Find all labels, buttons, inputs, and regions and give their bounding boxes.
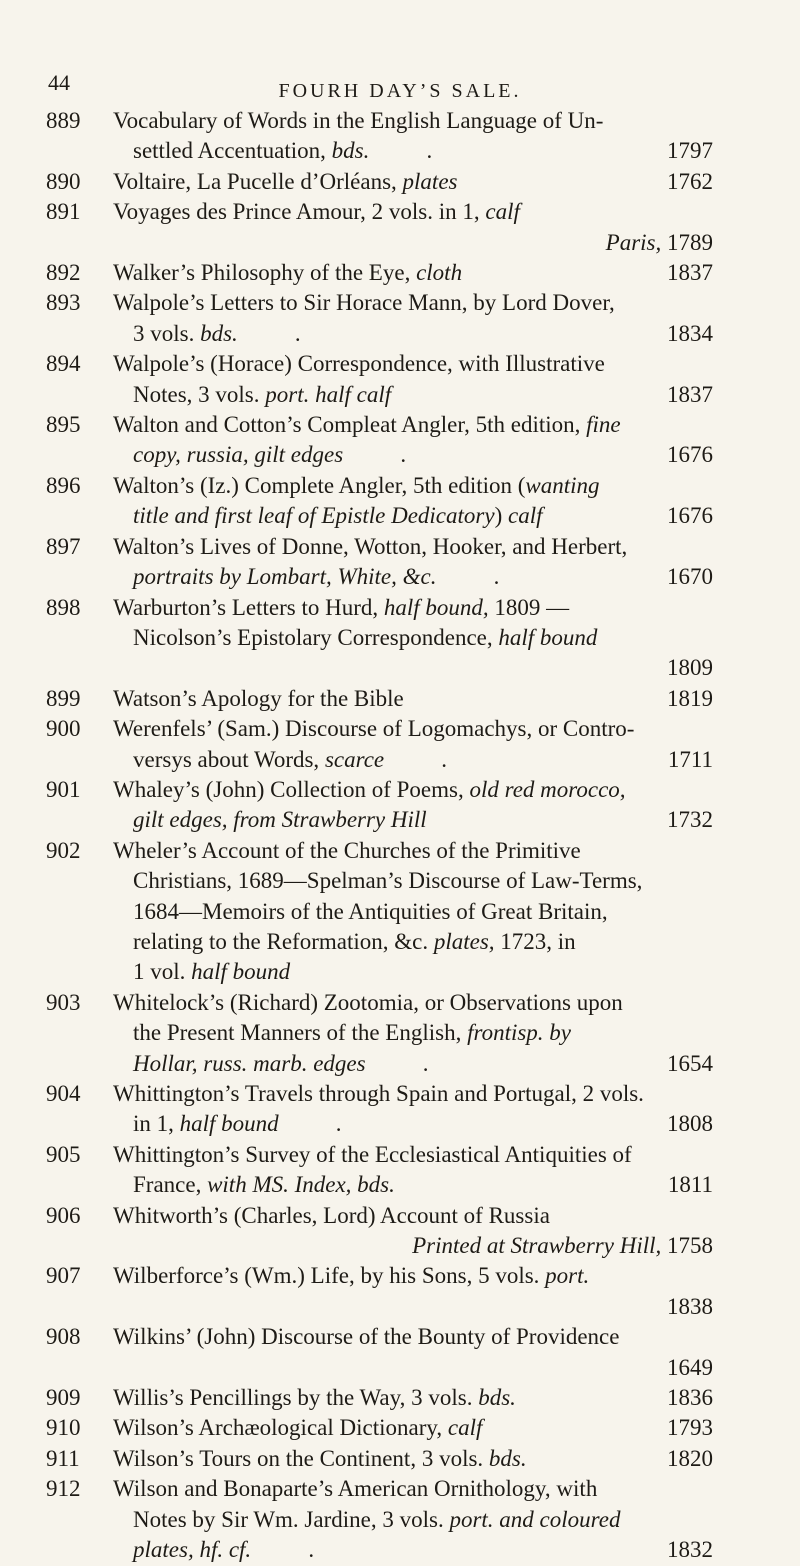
- lot-number: 906: [46, 1202, 81, 1228]
- lot-text: Walton’s Lives of Donne, Wotton, Hooker, and Herbert,: [113, 533, 628, 559]
- lot-number: 890: [46, 168, 81, 194]
- lot-line: [113, 1353, 713, 1383]
- lot-line: [113, 380, 713, 410]
- lot-entry: [0, 258, 713, 288]
- lot-number: 901: [46, 776, 81, 802]
- lot-number: 889: [46, 108, 81, 133]
- lot-text: Wilson’s Archæological Dictionary,: [113, 1415, 448, 1441]
- lot-number: 897: [46, 533, 81, 559]
- lot-text: Willis’s Pencillings by the Way, 3 vols.: [113, 1385, 479, 1411]
- lot-number: 896: [46, 472, 81, 498]
- lot-binding-note: plates, hf. cf.: [133, 1537, 252, 1563]
- lot-year: 1811: [667, 1172, 713, 1198]
- lot-line: [113, 1322, 713, 1352]
- lot-binding-note: Paris,: [605, 229, 662, 255]
- lot-text: 1684—Memoirs of the Antiquities of Great Britain,: [133, 898, 608, 924]
- lot-year: 1820: [667, 1445, 713, 1471]
- leader-dot: .: [335, 1111, 342, 1137]
- lot-line: [113, 532, 713, 562]
- lot-entry: [0, 1444, 713, 1474]
- lot-binding-note: with MS. Index, bds.: [207, 1172, 395, 1198]
- lot-text: Voltaire, La Pucelle d’Orléans,: [113, 168, 403, 194]
- lot-text: settled Accentuation,: [133, 138, 332, 164]
- lot-number: 893: [46, 290, 81, 316]
- leader-dot: .: [441, 746, 447, 772]
- lot-line: [113, 1079, 713, 1109]
- lot-text: 3 vols.: [133, 320, 201, 346]
- lot-number: 912: [46, 1476, 81, 1502]
- lot-number: 905: [46, 1141, 81, 1167]
- lot-number: 902: [46, 837, 81, 863]
- lot-number: 892: [46, 260, 81, 286]
- lot-text: 1 vol.: [133, 959, 192, 985]
- lot-binding-note: calf: [447, 1415, 483, 1441]
- lot-entry: [0, 167, 713, 197]
- lot-text: France,: [133, 1172, 208, 1198]
- lot-binding-note: port.: [545, 1263, 590, 1289]
- lot-year: 1711: [667, 746, 713, 772]
- lot-number: 895: [46, 412, 81, 438]
- lot-year: 1832: [667, 1537, 713, 1563]
- lot-year: 1837: [667, 260, 713, 286]
- lot-binding-note: fine: [586, 412, 621, 438]
- lot-binding-note: calf: [485, 199, 520, 225]
- lot-binding-note: old red morocco,: [469, 776, 626, 802]
- lot-number: 894: [46, 351, 81, 377]
- lot-entry: [0, 1140, 713, 1201]
- lot-entry: [0, 106, 713, 167]
- leader-dot: .: [426, 138, 433, 164]
- lot-line: [113, 1535, 713, 1565]
- lot-text: Whaley’s (John) Collection of Poems,: [113, 776, 470, 802]
- lot-binding-note: wanting: [525, 472, 600, 498]
- leader-dot: .: [294, 320, 301, 346]
- lot-binding-note: calf: [508, 503, 543, 529]
- lot-text: relating to the Reformation, &c.: [133, 928, 434, 954]
- lot-binding-note: scarce: [324, 746, 385, 772]
- lot-year: 1837: [667, 381, 713, 407]
- lot-line: [113, 167, 713, 197]
- lot-year: 1676: [667, 442, 713, 468]
- lot-text: the Present Manners of the English,: [133, 1020, 468, 1046]
- lot-line: [113, 1049, 713, 1079]
- page-number: 44: [48, 70, 70, 95]
- lot-line: [113, 805, 713, 835]
- lot-entry: [0, 471, 713, 532]
- lot-entry: [0, 410, 713, 471]
- lot-entry: [0, 1261, 713, 1322]
- lot-text: 1723, in: [494, 928, 576, 954]
- lot-binding-note: bds.: [478, 1385, 516, 1411]
- lot-line: [113, 197, 713, 227]
- lot-number: 900: [46, 716, 81, 742]
- lot-line: [113, 653, 713, 683]
- lot-line: [113, 745, 713, 775]
- lot-line: [113, 593, 713, 623]
- lot-text: Notes by Sir Wm. Jardine, 3 vols.: [133, 1506, 450, 1532]
- lot-year: 1762: [667, 168, 713, 194]
- lot-text: ): [494, 503, 508, 529]
- lot-number: 903: [46, 989, 81, 1015]
- lot-number: 908: [46, 1324, 81, 1350]
- lot-text: Walton and Cotton’s Compleat Angler, 5th edition,: [113, 412, 587, 438]
- lot-line: [113, 562, 713, 592]
- lot-number: 898: [46, 594, 81, 620]
- lot-text: Voyages des Prince Amour, 2 vols. in 1,: [113, 199, 486, 225]
- lot-year: 1670: [667, 564, 713, 590]
- lot-text: 1838: [667, 1293, 713, 1319]
- lot-entry: [0, 1079, 713, 1140]
- lot-entry: [0, 1413, 713, 1443]
- lot-line: [113, 136, 713, 166]
- leader-dot: .: [400, 442, 407, 468]
- lot-binding-note: gilt edges, from Strawberry Hill: [133, 807, 427, 833]
- lot-line: [113, 1474, 713, 1504]
- leader-dot: .: [308, 1537, 315, 1563]
- lot-text: Christians, 1689—Spelman’s Discourse of Law-Terms,: [133, 868, 643, 894]
- lot-line: [113, 501, 713, 531]
- lot-entry: [0, 714, 713, 775]
- lot-text: Warburton’s Letters to Hurd,: [113, 594, 384, 620]
- lot-binding-note: plates,: [433, 928, 495, 954]
- lot-line: [113, 319, 713, 349]
- lot-number: 909: [46, 1385, 81, 1411]
- lot-line: [113, 1261, 713, 1291]
- lot-line: [113, 471, 713, 501]
- lot-line: [113, 836, 713, 866]
- lot-text: 1649: [667, 1354, 713, 1380]
- lot-text: Walton’s (Iz.) Complete Angler, 5th edition (: [113, 472, 526, 498]
- lot-line: [113, 349, 713, 379]
- lot-line: [113, 1505, 713, 1535]
- lot-binding-note: half bound: [498, 624, 598, 650]
- lot-binding-note: plates: [402, 168, 458, 194]
- lot-number: 907: [46, 1263, 81, 1289]
- lot-year: 1797: [667, 138, 713, 164]
- lot-text: Wilberforce’s (Wm.) Life, by his Sons, 5 vols.: [113, 1263, 546, 1289]
- running-title: FOURH DAY’S SALE.: [278, 80, 522, 102]
- lot-year: 1793: [667, 1415, 713, 1441]
- lot-entry: [0, 288, 713, 349]
- lot-text: Whittington’s Travels through Spain and Portugal, 2 vols.: [113, 1081, 644, 1106]
- lot-list: [0, 106, 800, 1566]
- lot-entry: [0, 775, 713, 836]
- lot-text: Whittington’s Survey of the Ecclesiastical Antiquities of: [113, 1141, 632, 1167]
- lot-binding-note: portraits by Lombart, White, &c.: [133, 564, 437, 590]
- lot-binding-note: bds.: [488, 1445, 527, 1471]
- lot-text: Notes, 3 vols.: [133, 381, 266, 407]
- lot-line: [113, 927, 713, 957]
- lot-entry: [0, 593, 713, 684]
- lot-line: [113, 1292, 713, 1322]
- lot-line: [113, 410, 713, 440]
- lot-text: versys about Words,: [133, 746, 325, 772]
- lot-line: [113, 1383, 713, 1413]
- lot-binding-note: title and first leaf of Epistle Dedicatory: [133, 503, 495, 529]
- lot-text: Walker’s Philosophy of the Eye,: [113, 260, 417, 286]
- lot-text: 1789: [661, 229, 713, 255]
- lot-line: [113, 714, 713, 744]
- lot-binding-note: bds.: [331, 138, 370, 164]
- lot-year: 1676: [667, 503, 713, 529]
- lot-entry: [0, 197, 713, 258]
- lot-line: [113, 1444, 713, 1474]
- lot-binding-note: half bound,: [383, 594, 489, 620]
- lot-binding-note: half bound: [179, 1111, 279, 1137]
- lot-text: Walpole’s Letters to Sir Horace Mann, by Lord Dover,: [113, 290, 615, 316]
- lot-entry: [0, 836, 713, 988]
- lot-line: [113, 1201, 713, 1231]
- lot-line: [113, 623, 713, 653]
- lot-binding-note: bds.: [200, 320, 238, 346]
- lot-binding-note: copy, russia, gilt edges: [133, 442, 344, 468]
- lot-text: Wilkins’ (John) Discourse of the Bounty of Providence: [113, 1324, 620, 1350]
- lot-line: [113, 866, 713, 896]
- lot-text: Watson’s Apology for the Bible: [113, 685, 404, 711]
- lot-line: [113, 1413, 713, 1443]
- lot-line: [113, 1018, 713, 1048]
- lot-number: 904: [46, 1081, 81, 1106]
- lot-text: Werenfels’ (Sam.) Discourse of Logomachys, or Contro-: [113, 716, 635, 742]
- lot-binding-note: port. and coloured: [449, 1506, 621, 1532]
- lot-text: 1758: [661, 1233, 713, 1259]
- lot-line: [113, 106, 713, 136]
- leader-dot: .: [493, 564, 500, 590]
- lot-year: 1732: [667, 807, 713, 833]
- lot-entry: [0, 988, 713, 1079]
- lot-text: Whitworth’s (Charles, Lord) Account of Russia: [113, 1202, 550, 1228]
- lot-entry: [0, 1322, 713, 1383]
- lot-number: 891: [46, 199, 81, 225]
- lot-line: [113, 775, 713, 805]
- lot-text: Whitelock’s (Richard) Zootomia, or Observations upon: [113, 989, 623, 1015]
- lot-entry: [0, 349, 713, 410]
- lot-text: Walpole’s (Horace) Correspondence, with Illustrative: [113, 351, 605, 377]
- lot-binding-note: half bound: [191, 959, 291, 985]
- lot-entry: [0, 1474, 713, 1565]
- lot-line: [113, 897, 713, 927]
- lot-year: 1819: [667, 685, 713, 711]
- lot-year: 1836: [667, 1385, 713, 1411]
- lot-number: 911: [46, 1445, 80, 1471]
- lot-text: in 1,: [133, 1111, 180, 1137]
- lot-entry: [0, 1383, 713, 1413]
- lot-text: Vocabulary of Words in the English Language of Un-: [113, 108, 604, 133]
- lot-binding-note: port. half calf: [265, 381, 392, 407]
- lot-line: [113, 684, 713, 714]
- lot-line: [113, 988, 713, 1018]
- lot-entry: [0, 1201, 713, 1262]
- lot-line: [113, 1140, 713, 1170]
- lot-number: 899: [46, 685, 81, 711]
- lot-binding-note: cloth: [416, 260, 463, 286]
- lot-year: 1808: [667, 1111, 713, 1137]
- lot-line: [113, 228, 713, 258]
- lot-entry: [0, 532, 713, 593]
- lot-year: 1834: [667, 320, 713, 346]
- lot-number: 910: [46, 1415, 81, 1441]
- lot-text: Wilson’s Tours on the Continent, 3 vols.: [113, 1445, 489, 1471]
- lot-line: [113, 258, 713, 288]
- lot-text: Nicolson’s Epistolary Correspondence,: [133, 624, 499, 650]
- lot-line: [113, 957, 713, 987]
- lot-entry: [0, 684, 713, 714]
- lot-line: [113, 440, 713, 470]
- lot-line: [113, 1170, 713, 1200]
- lot-binding-note: Hollar, russ. marb. edges: [133, 1050, 366, 1076]
- leader-dot: .: [422, 1050, 429, 1076]
- lot-text: Wilson and Bonaparte’s American Ornithology, with: [113, 1476, 598, 1502]
- lot-text: 1809 —: [488, 594, 570, 620]
- lot-binding-note: frontisp. by: [467, 1020, 572, 1046]
- lot-text: Wheler’s Account of the Churches of the Primitive: [113, 837, 581, 863]
- lot-text: 1809: [667, 655, 713, 681]
- lot-line: [113, 1109, 713, 1139]
- lot-line: [113, 1231, 713, 1261]
- lot-year: 1654: [667, 1050, 713, 1076]
- lot-binding-note: Printed at Strawberry Hill,: [412, 1233, 662, 1259]
- lot-line: [113, 288, 713, 318]
